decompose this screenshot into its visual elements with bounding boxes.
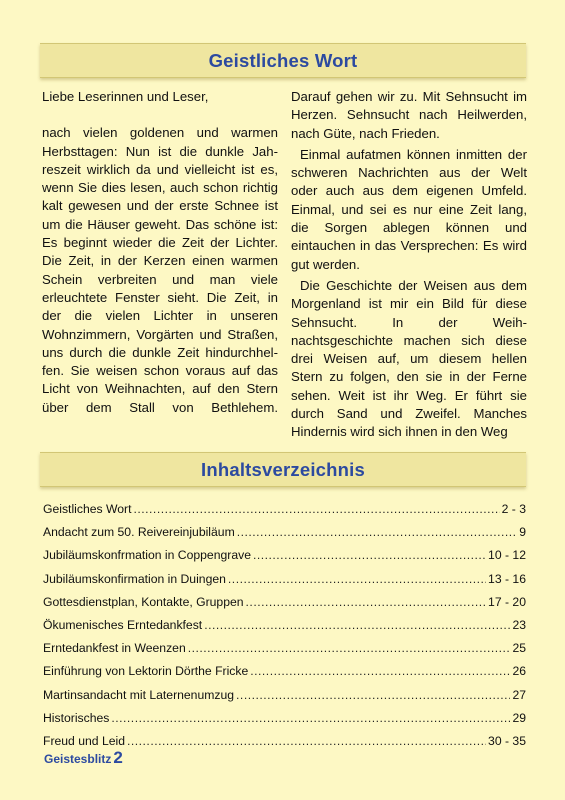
toc-header-band xyxy=(40,452,526,487)
toc-entry-pages: 9 xyxy=(519,525,526,540)
toc-entry[interactable] xyxy=(43,664,526,687)
toc-leader-dots xyxy=(127,734,486,748)
article-column-right xyxy=(291,88,527,442)
toc-entry-title: Martinsandacht mit Laternenumzug xyxy=(43,687,235,702)
toc-entry-title: Erntedankfest in Weenzen xyxy=(43,641,186,656)
toc-entry[interactable] xyxy=(43,548,526,571)
toc-leader-dots xyxy=(134,502,500,516)
publication-name: Geistesblitz xyxy=(44,752,112,766)
toc-entry-title: Jubiläumskonfrmation in Coppengrave xyxy=(43,548,251,563)
toc-entry-pages: 30 - 35 xyxy=(488,733,526,748)
page-number: 2 xyxy=(113,748,123,767)
toc-entry[interactable] xyxy=(43,502,526,525)
page-footer xyxy=(44,748,123,768)
toc-entry[interactable] xyxy=(43,688,526,711)
toc-entry-title: Geistliches Wort xyxy=(43,502,132,516)
toc-entry-title: Gottesdienstplan, Kontakte, Gruppen xyxy=(43,594,244,609)
toc-leader-dots xyxy=(250,664,510,678)
toc-entry-title: Andacht zum 50. Reivereinjubiläum xyxy=(43,525,235,540)
toc-entry-title: Einführung von Lektorin Dörthe Fricke xyxy=(43,664,249,679)
toc-entry[interactable] xyxy=(43,525,526,548)
toc-entry-pages: 26 xyxy=(512,664,526,679)
section-header-band xyxy=(40,43,526,78)
toc-leader-dots xyxy=(204,618,510,632)
toc-entry-pages: 13 - 16 xyxy=(488,571,526,586)
toc-entry[interactable] xyxy=(43,595,526,618)
article-paragraph: Einmal aufatmen können inmitten der schweren Nachrichten aus der Welt oder auch aus dem eigenen Umfeld. Einmal, und sei es nur eine Zeit lang, die Sorgen ablegen können und eintauchen in das Versprechen: Es wird gut werden. xyxy=(291,146,527,272)
toc-leader-dots xyxy=(111,711,510,725)
toc-leader-dots xyxy=(236,688,510,702)
toc-entry[interactable] xyxy=(43,641,526,664)
toc-title: Inhaltsverzeichnis xyxy=(201,458,365,480)
toc-entry-pages: 23 xyxy=(512,617,526,632)
toc-leader-dots xyxy=(253,548,486,562)
toc-leader-dots xyxy=(228,572,486,586)
article-paragraph: nach vielen goldenen und warmen Herbsttagen: Nun ist die dunkle Jahreszeit wirklich da und vielleicht ist es, wenn Sie dies lesen, auch schon richtig kalt gewesen und der erste Schnee ist um die Häuser geweht. Das schöne ist: Es beginnt wieder die Zeit der Lichter. Die Zeit, in der Kerzen einen warmen Schein verbreiten und man viele erleuchtete Fenster sieht. Die Zeit, in der die vielen Lichter in unseren Wohnzimmern, Vorgärten und Straßen, uns durch die dunkle Zeit hindurchhelfen. Sie weisen schon voraus auf das Licht von Weihnachten, auf den Stern über dem Stall von Bethlehem. xyxy=(42,125,278,415)
toc-entry-pages: 27 xyxy=(512,687,526,702)
toc-entry-title: Historisches xyxy=(43,710,110,725)
toc-entry[interactable] xyxy=(43,572,526,595)
toc-entry[interactable] xyxy=(43,618,526,641)
toc-entry-pages: 2 - 3 xyxy=(501,502,526,516)
article-paragraph: Darauf gehen wir zu. Mit Sehnsucht im Herzen. Sehnsucht nach Heilwerden, nach Güte, nach Frieden. xyxy=(291,89,527,141)
toc-entry-pages: 17 - 20 xyxy=(488,594,526,609)
paragraph-gap xyxy=(42,106,278,124)
toc-entry-title: Freud und Leid xyxy=(43,733,125,748)
toc-entry-pages: 25 xyxy=(512,641,526,656)
toc-entry[interactable] xyxy=(43,711,526,734)
toc-leader-dots xyxy=(246,595,487,609)
table-of-contents xyxy=(43,502,526,757)
toc-entry-title: Jubiläumskonfirmation in Duingen xyxy=(43,571,226,586)
greeting: Liebe Leserinnen und Leser, xyxy=(42,89,209,104)
article-paragraph: Die Geschichte der Weisen aus dem Morgenland ist mir ein Bild für diese Sehnsucht. In der Weihnachtsgeschichte machen sich diese drei Weisen auf, um diesem hellen Stern zu folgen, den sie in der Ferne sehen. Weit ist ihr Weg. Er führt sie durch Sand und Zweifel. Manches Hindernis wird sich ihnen in den Weg xyxy=(291,277,527,440)
toc-entry-title: Ökumenisches Erntedankfest xyxy=(43,617,203,632)
article-column-left xyxy=(42,88,278,417)
toc-entry-pages: 10 - 12 xyxy=(488,548,526,563)
toc-leader-dots xyxy=(237,525,518,539)
toc-entry-pages: 29 xyxy=(512,710,526,725)
section-title: Geistliches Wort xyxy=(208,49,358,71)
toc-leader-dots xyxy=(188,641,511,655)
